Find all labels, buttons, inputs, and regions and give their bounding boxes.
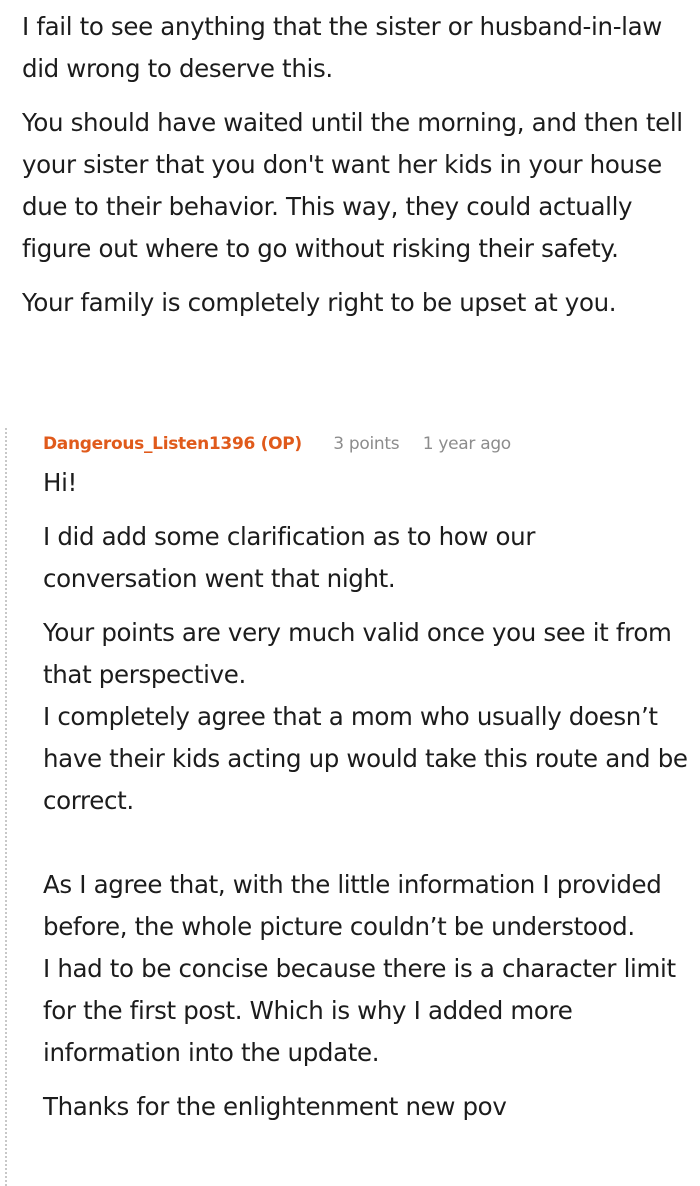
points-count: 3 points — [333, 434, 400, 454]
reply-paragraph: Thanks for the enlightenment new pov — [43, 1092, 507, 1121]
comment-paragraph: Your family is completely right to be upset at you. — [22, 288, 617, 317]
reply-paragraph: I completely agree that a mom who usually doesn’t have their kids acting up would take this route and be correct. — [43, 702, 688, 815]
reply-header — [43, 432, 511, 456]
reply-paragraph: I had to be concise because there is a character limit for the first post. Which is why I added more information into the update. — [43, 954, 676, 1067]
thread-line[interactable] — [5, 428, 8, 1186]
reply-comment — [0, 420, 700, 1186]
reply-paragraph: As I agree that, with the little information I provided before, the whole picture couldn’t be understood. — [43, 870, 662, 941]
parent-comment-body — [22, 6, 692, 336]
reply-paragraph: I did add some clarification as to how our conversation went that night. — [43, 522, 536, 593]
blank-line — [43, 822, 693, 864]
reply-paragraph: Hi! — [43, 468, 78, 497]
reply-paragraph: Your points are very much valid once you see it from that perspective. — [43, 618, 672, 689]
comment-paragraph: You should have waited until the morning, and then tell your sister that you don't want her kids in your house due to their behavior. This way, they could actually figure out where to go without risking their safety. — [22, 108, 683, 263]
comment-timestamp[interactable]: 1 year ago — [422, 434, 511, 454]
reply-comment-body — [43, 462, 693, 1140]
comment-paragraph: I fail to see anything that the sister or husband-in-law did wrong to deserve this. — [22, 12, 662, 83]
author-username[interactable]: Dangerous_Listen1396 (OP) — [43, 434, 302, 454]
